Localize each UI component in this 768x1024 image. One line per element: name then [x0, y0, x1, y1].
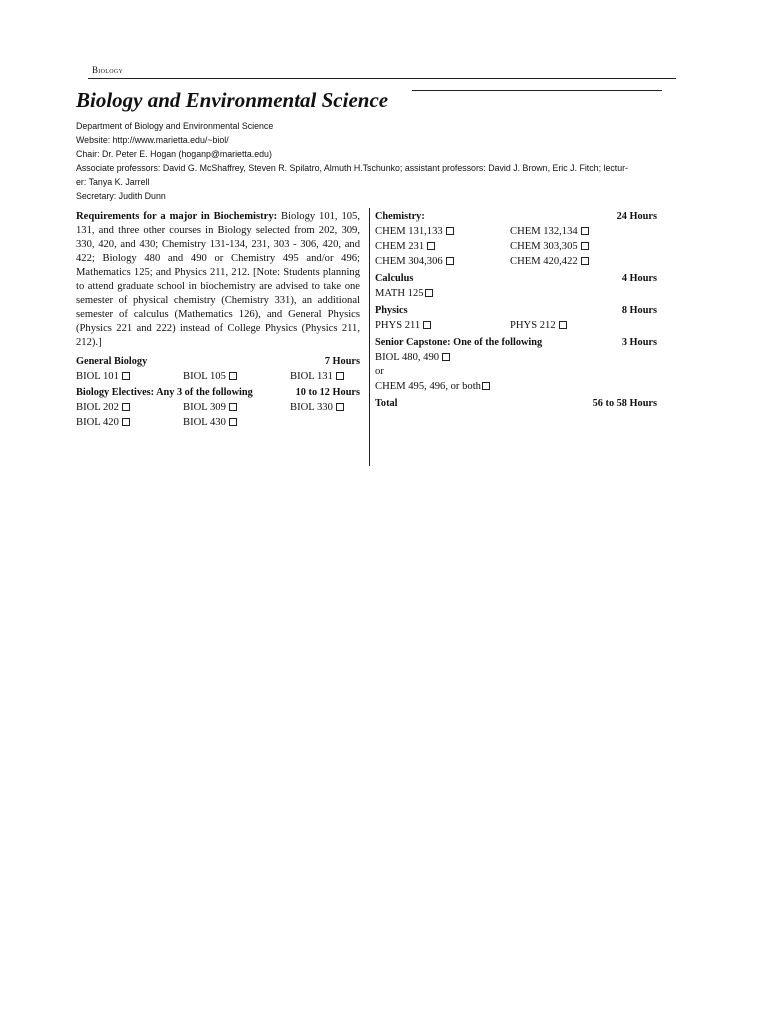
course-label: BIOL 330 [290, 402, 333, 413]
running-head: Biology [92, 65, 124, 75]
course-checkbox[interactable] [229, 403, 237, 411]
physics-header [375, 304, 657, 318]
course-item [510, 239, 589, 254]
course-checkbox[interactable] [581, 242, 589, 250]
department-website: Website: http://www.marietta.edu/~biol/ [76, 135, 229, 146]
department-chair: Chair: Dr. Peter E. Hogan (hoganp@marietta.edu) [76, 149, 272, 160]
course-item [76, 415, 183, 430]
course-label: CHEM 495, 496, or both [375, 381, 481, 392]
course-label: CHEM 131,133 [375, 226, 443, 237]
course-item [76, 369, 183, 384]
department-name: Department of Biology and Environmental Science [76, 121, 274, 132]
course-label: BIOL 309 [183, 402, 226, 413]
course-item [510, 224, 589, 239]
biology-electives-row [76, 415, 360, 430]
course-label: CHEM 231 [375, 241, 425, 252]
chemistry-header [375, 210, 657, 224]
requirements-lead: Requirements for a major in Biochemistry: [76, 211, 278, 222]
calculus-label: Calculus [375, 273, 414, 284]
course-checkbox[interactable] [559, 321, 567, 329]
capstone-option-2 [375, 379, 657, 394]
course-label: BIOL 420 [76, 417, 119, 428]
course-checkbox[interactable] [482, 382, 490, 390]
general-biology-label: General Biology [76, 356, 148, 367]
course-item [375, 224, 510, 239]
course-checkbox[interactable] [581, 227, 589, 235]
associate-professors-line2: er: Tanya K. Jarrell [76, 177, 150, 188]
course-label: BIOL 101 [76, 371, 119, 382]
course-item [510, 318, 567, 333]
course-checkbox[interactable] [122, 403, 130, 411]
course-item [510, 254, 589, 269]
requirements-paragraph [76, 210, 360, 350]
general-biology-hours: 7 Hours [324, 356, 360, 367]
physics-hours: 8 Hours [621, 305, 657, 316]
general-biology-header [76, 355, 360, 369]
calculus-header [375, 272, 657, 286]
course-checkbox[interactable] [122, 418, 130, 426]
course-checkbox[interactable] [446, 227, 454, 235]
course-label: BIOL 202 [76, 402, 119, 413]
department-secretary: Secretary: Judith Dunn [76, 191, 166, 202]
course-item [375, 379, 490, 394]
course-checkbox[interactable] [425, 289, 433, 297]
capstone-option-1 [375, 350, 657, 365]
biology-electives-header [76, 386, 360, 400]
capstone-label: Senior Capstone: One of the following [375, 337, 543, 348]
right-column [375, 210, 657, 411]
course-item [375, 239, 510, 254]
course-label: BIOL 430 [183, 417, 226, 428]
course-checkbox[interactable] [229, 418, 237, 426]
course-label: MATH 125 [375, 288, 424, 299]
course-label: BIOL 105 [183, 371, 226, 382]
course-checkbox[interactable] [336, 372, 344, 380]
course-item [375, 254, 510, 269]
requirements-body: Biology 101, 105, 131, and three other courses in Biology selected from 202, 309, 330, 420, and 430; Chemistry 131-134, 231, 303 - 306, 420, and 422; Biology 480 and 490 or Chemistry 495 and/or 496; Mathematics 125; and Physics 211, 212. [Note: Students planning to attend graduate school in biochemistry are advised to take one semester of physical chemistry (Chemistry 331), an additional semester of calculus (Mathematics 126), and General Physics (Physics 221 and 222) instead of College Physics (Physics 211, 212).] [76, 211, 360, 348]
course-checkbox[interactable] [442, 353, 450, 361]
calculus-row [375, 286, 657, 301]
header-rule [88, 78, 676, 79]
course-checkbox[interactable] [427, 242, 435, 250]
course-label: PHYS 212 [510, 320, 556, 331]
course-checkbox[interactable] [336, 403, 344, 411]
course-item [76, 400, 183, 415]
physics-row [375, 318, 657, 333]
total-row [375, 397, 657, 411]
biology-electives-hours: 10 to 12 Hours [295, 387, 360, 398]
chemistry-row [375, 254, 657, 269]
course-item [290, 369, 344, 384]
course-checkbox[interactable] [122, 372, 130, 380]
course-label: BIOL 480, 490 [375, 352, 440, 363]
chemistry-hours: 24 Hours [616, 211, 657, 222]
chemistry-row [375, 224, 657, 239]
course-checkbox[interactable] [446, 257, 454, 265]
course-item [183, 369, 290, 384]
course-checkbox[interactable] [423, 321, 431, 329]
course-label: CHEM 132,134 [510, 226, 578, 237]
column-divider [369, 208, 370, 466]
course-label: BIOL 131 [290, 371, 333, 382]
capstone-hours: 3 Hours [621, 337, 657, 348]
calculus-hours: 4 Hours [621, 273, 657, 284]
page-title: Biology and Environmental Science [76, 88, 389, 112]
course-label: CHEM 303,305 [510, 241, 578, 252]
course-item [375, 318, 510, 333]
biology-electives-row [76, 400, 360, 415]
course-label: CHEM 420,422 [510, 256, 578, 267]
title-rule [412, 90, 662, 91]
associate-professors-line1: Associate professors: David G. McShaffrey, Steven R. Spilatro, Almuth H.Tschunko; assistant professors: David J. Brown, Eric J. Fitch; lectur- [76, 163, 629, 174]
course-item [183, 415, 237, 430]
general-biology-row [76, 369, 360, 384]
course-checkbox[interactable] [581, 257, 589, 265]
total-label: Total [375, 398, 398, 409]
course-item [183, 400, 290, 415]
total-hours: 56 to 58 Hours [592, 398, 657, 409]
course-label: PHYS 211 [375, 320, 421, 331]
physics-label: Physics [375, 305, 408, 316]
course-label: CHEM 304,306 [375, 256, 443, 267]
chemistry-row [375, 239, 657, 254]
biology-electives-label: Biology Electives: Any 3 of the following [76, 387, 253, 398]
course-checkbox[interactable] [229, 372, 237, 380]
capstone-or: or [375, 366, 384, 377]
course-item [290, 400, 344, 415]
capstone-header [375, 336, 657, 350]
chemistry-label: Chemistry: [375, 211, 425, 222]
course-item [375, 286, 433, 301]
course-item [375, 350, 450, 365]
department-info [76, 120, 629, 204]
left-column [76, 210, 360, 430]
